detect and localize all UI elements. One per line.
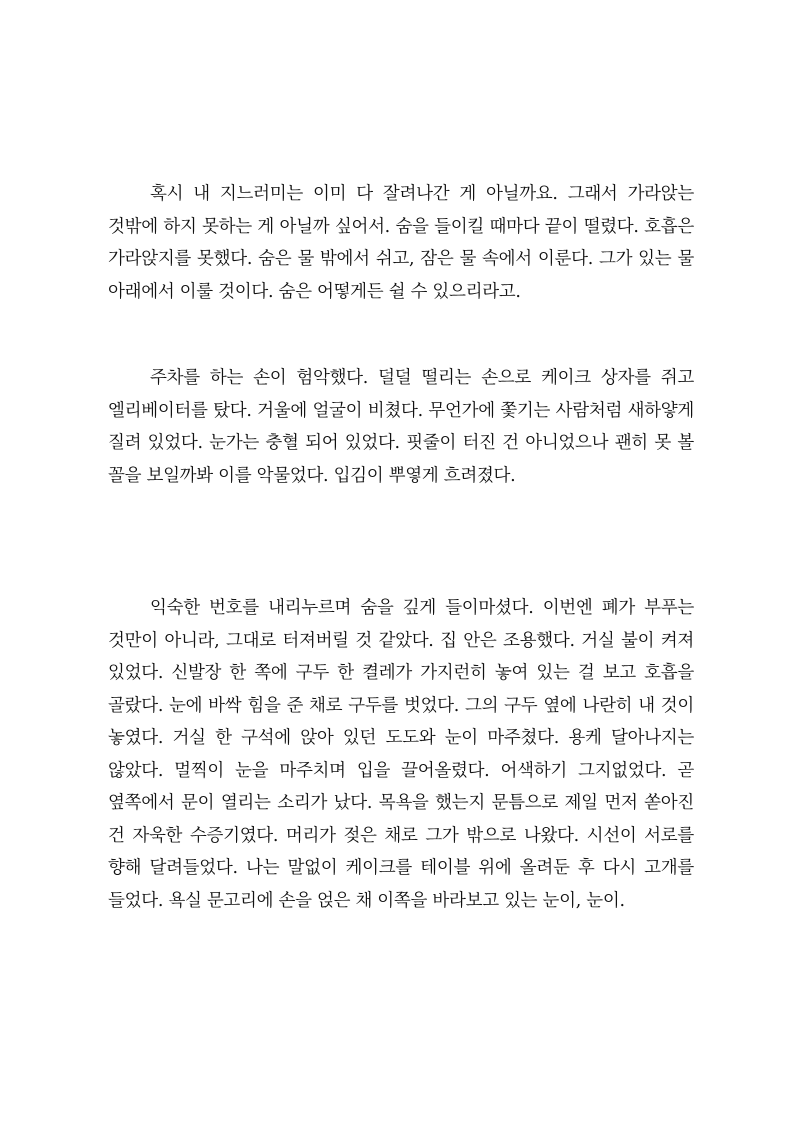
- paragraph-2: 주차를 하는 손이 험악했다. 덜덜 떨리는 손으로 케이크 상자를 쥐고 엘리베이터를 탔다. 거울에 얼굴이 비쳤다. 무언가에 쫓기는 사람처럼 새하얗게 질려 있었다. 눈가는 충혈 되어 있었다. 핏줄이 터진 건 아니었으나 괜히 못 볼 꼴을 보일까봐 이를 악물었다. 입김이 뿌옇게 흐려졌다.: [108, 368, 694, 486]
- paragraph-1: 혹시 내 지느러미는 이미 다 잘려나간 게 아닐까요. 그래서 가라앉는 것밖에 하지 못하는 게 아닐까 싶어서. 숨을 들이킬 때마다 끝이 떨렸다. 호흡은 가라앉지를 못했다. 숨은 물 밖에서 쉬고, 잠은 물 속에서 이룬다. 그가 있는 물 아래에서 이룰 것이다. 숨은 어떻게든 쉴 수 있으리라고.: [108, 184, 694, 302]
- paragraph-3: 익숙한 번호를 내리누르며 숨을 깊게 들이마셨다. 이번엔 폐가 부푸는 것만이 아니라, 그대로 터져버릴 것 같았다. 집 안은 조용했다. 거실 불이 켜져 있었다. 신발장 한 쪽에 구두 한 켤레가 가지런히 놓여 있는 걸 보고 호흡을 골랐다. 눈에 바싹 힘을 준 채로 구두를 벗었다. 그의 구두 옆에 나란히 내 것이 놓였다. 거실 한 구석에 앉아 있던 도도와 눈이 마주쳤다. 용케 달아나지는 않았다. 멀찍이 눈을 마주치며 입을 끌어올렸다. 어색하기 그지없었다. 곧 옆쪽에서 문이 열리는 소리가 났다. 목욕을 했는지 문틈으로 제일 먼저 쏟아진 건 자욱한 수증기였다. 머리가 젖은 채로 그가 밖으로 나왔다. 시선이 서로를 향해 달려들었다. 나는 말없이 케이크를 테이블 위에 올려둔 후 다시 고개를 들었다. 욕실 문고리에 손을 얹은 채 이쪽을 바라보고 있는 눈이, 눈이.: [108, 598, 694, 911]
